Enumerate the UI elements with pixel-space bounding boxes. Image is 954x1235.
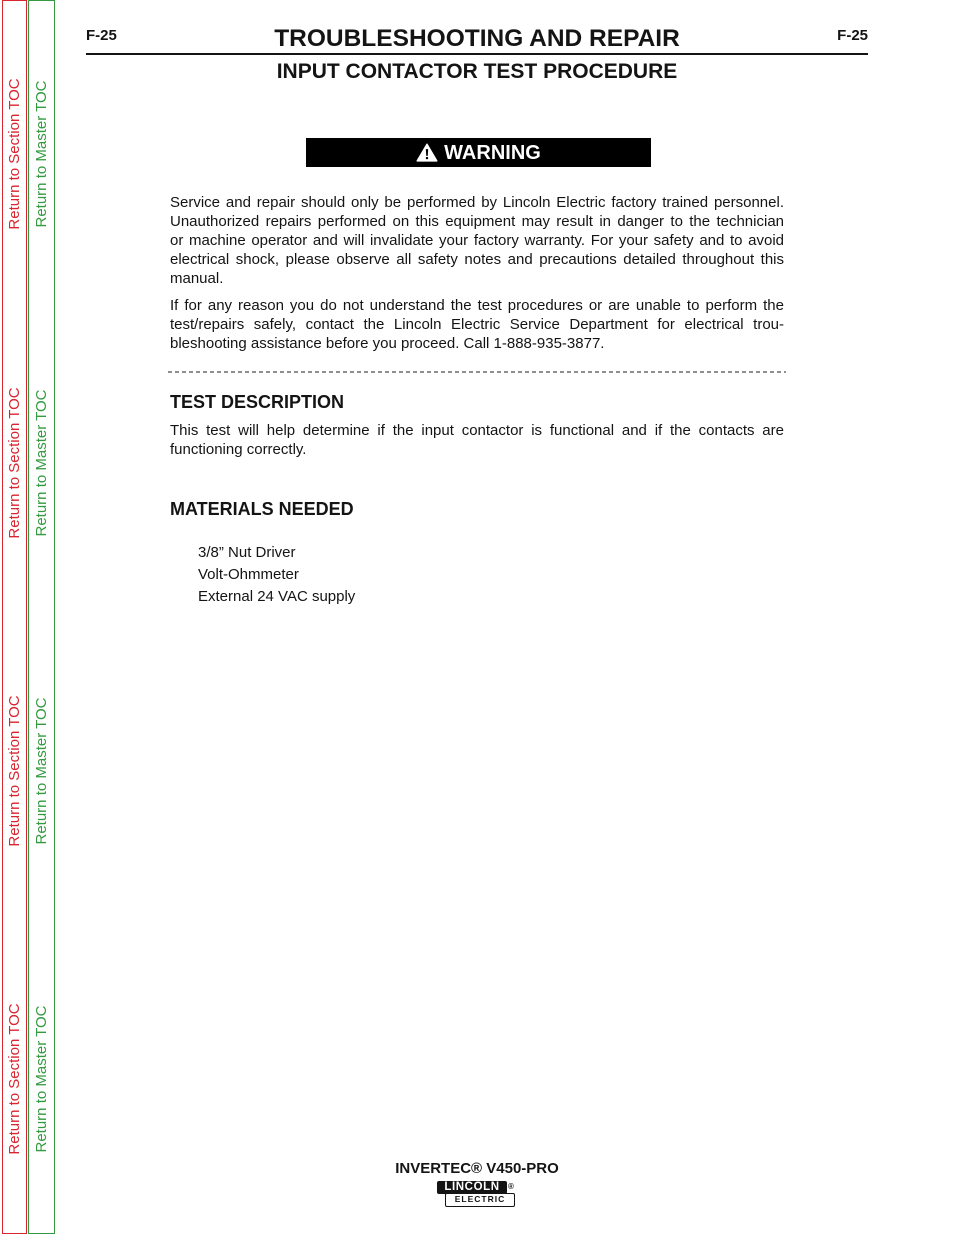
header-rule bbox=[86, 53, 868, 55]
materials-needed-heading: MATERIALS NEEDED bbox=[170, 499, 354, 519]
paragraph-line: bleshooting assistance before you proceed. Call 1-888-935-3877. bbox=[170, 335, 605, 352]
test-description-paragraph bbox=[170, 421, 784, 459]
paragraph-line: electrical shock, please observe all safety notes and precautions detailed throughout this bbox=[170, 251, 784, 268]
list-item: 3/8” Nut Driver bbox=[198, 544, 296, 561]
paragraph-line: Unauthorized repairs performed on this equipment may result in danger to the technician bbox=[170, 213, 784, 230]
logo-upper-text: LINCOLN bbox=[437, 1181, 507, 1194]
test-description-heading: TEST DESCRIPTION bbox=[170, 392, 345, 412]
paragraph-line: If for any reason you do not understand the test procedures or are unable to perform the bbox=[170, 297, 784, 314]
section-toc-link[interactable]: Return to Section TOC bbox=[5, 77, 23, 230]
paragraph-line: or machine operator and will invalidate your factory warranty. For your safety and to avoid bbox=[170, 232, 784, 249]
paragraph-line: manual. bbox=[170, 270, 224, 287]
page-number-left: F-25 bbox=[86, 27, 117, 44]
list-item: Volt-Ohmmeter bbox=[198, 566, 299, 583]
list-item: External 24 VAC supply bbox=[198, 588, 356, 605]
procedure-title: INPUT CONTACTOR TEST PROCEDURE bbox=[276, 60, 678, 83]
section-toc-link[interactable]: Return to Section TOC bbox=[5, 1002, 23, 1155]
dashed-divider bbox=[168, 371, 786, 373]
section-toc-link[interactable]: Return to Section TOC bbox=[5, 694, 23, 847]
paragraph-line: This test will help determine if the input contactor is functional and if the contacts are bbox=[170, 422, 784, 439]
master-toc-rail bbox=[28, 0, 55, 1234]
master-toc-link[interactable]: Return to Master TOC bbox=[32, 80, 50, 227]
materials-list bbox=[198, 542, 355, 608]
logo-lower-text: ELECTRIC bbox=[445, 1193, 515, 1207]
warning-paragraph bbox=[170, 193, 784, 288]
lincoln-electric-logo bbox=[437, 1180, 517, 1208]
paragraph-line: test/repairs safely, contact the Lincoln Electric Service Department for electrical trou- bbox=[170, 316, 784, 333]
master-toc-link[interactable]: Return to Master TOC bbox=[32, 1005, 50, 1152]
master-toc-link[interactable]: Return to Master TOC bbox=[32, 697, 50, 844]
section-title: TROUBLESHOOTING AND REPAIR bbox=[274, 25, 680, 52]
warning-paragraph bbox=[170, 296, 784, 353]
paragraph-line: functioning correctly. bbox=[170, 441, 307, 458]
page-number-right: F-25 bbox=[837, 27, 868, 44]
logo-registered-mark: ® bbox=[508, 1182, 514, 1191]
section-toc-link[interactable]: Return to Section TOC bbox=[5, 386, 23, 539]
warning-label: WARNING bbox=[444, 141, 541, 164]
master-toc-link[interactable]: Return to Master TOC bbox=[32, 389, 50, 536]
product-name: INVERTEC® V450-PRO bbox=[395, 1160, 559, 1177]
warning-triangle-icon bbox=[416, 143, 438, 162]
paragraph-line: Service and repair should only be performed by Lincoln Electric factory trained personnel. bbox=[170, 194, 784, 211]
warning-banner bbox=[306, 138, 651, 167]
section-toc-rail bbox=[2, 0, 27, 1234]
